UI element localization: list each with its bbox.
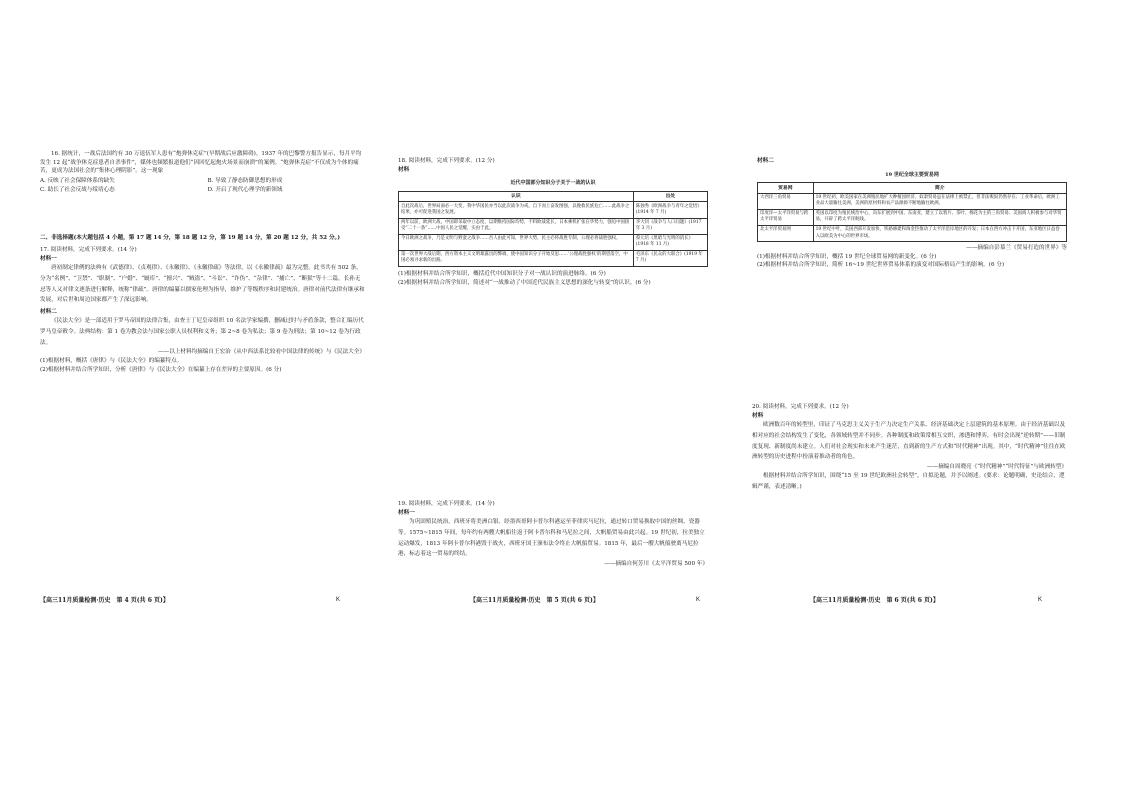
page-4-footer [40, 596, 375, 605]
table-row [758, 193, 1067, 209]
q20-source: ——摘编自周晓亮《“时代精神”“时代特征”与欧洲转型》 [926, 463, 1067, 470]
table-row [399, 234, 708, 250]
page-5-version-code: K [695, 597, 700, 603]
page-6-footer-text: 【高三11月质量检测·历史 第 6 页(共 6 页)】 [810, 597, 939, 604]
question-20 [752, 403, 1067, 493]
q19-material-2 [757, 157, 1067, 270]
q16-option-d[interactable]: D. 开启了现代心理学的新领域 [207, 186, 283, 193]
q17-material-1-text: 唐初制定律例的法典有《武德律》、《贞观律》、《永徽律》、《永徽律疏》等法律，以《永徽律疏》最为完整。此书共有 502 条，分为“名例”、“卫禁”、“职制”、“户婚”、“厩库”、“擅兴”、“贼盗”、“斗讼”、“诈伪”、“杂律”、“捕亡”、“断狱”等十二篇，长孙无忌等人又对律文逐条进行解释，统称“律疏”。唐律的编纂以儒家伦理为指导，维护了等级秩序和封建统治。唐律对前代法律有继承和发展，对后世和周边国家都产生了深远影响。 [40, 265, 365, 304]
q16-option-b[interactable]: B. 导致了静态防御思想的形成 [207, 177, 283, 184]
question-16 [40, 150, 365, 194]
q19-ask-1: (1)根据材料并结合所学知识，概括 19 世纪全球贸易网的新变化。(6 分) [757, 253, 937, 260]
q17-material-2-label: 材料二 [40, 308, 57, 315]
q16-option-c[interactable]: C. 助长了社会反战与绥靖心态 [40, 186, 115, 193]
q19-table-title: 19 世纪全球主要贸易网 [885, 171, 939, 178]
q20-material-text: 欧洲数百年的转型里，印证了马克思主义关于生产力决定生产关系、经济基础决定上层建筑的基本原理。由于经济基础以及相对应的社会结构发生了变化，各领域转型并不同步。各种制度和政策常相互交织，渗透和博弈，有时会出现“逆转期”——旧制度复现、新制度尚未建立。人们对社会现实和未来产生迷茫，直到新的生产方式和“时代精神”出现。其中，“时代精神”往往在欧洲转型的历史进程中扮演着推动者的角色。 [752, 422, 1066, 461]
table-row [399, 250, 708, 266]
q19-source: ——摘编自何芳川《太平洋贸易 500 年》 [604, 560, 708, 567]
q19-material-2-label: 材料二 [757, 158, 774, 164]
q19-material-2-source: ——摘编自彭慕兰《贸易打造的世界》等 [966, 245, 1067, 252]
table-row [758, 209, 1067, 225]
q20-material-label: 材料 [752, 412, 764, 419]
q19-material-1-text: 为巩固殖民统治，西班牙将美洲白银、经墨西哥阿卡普尔科港运至菲律宾马尼拉，通过转口贸易换取中国的丝绸、瓷器等。1575~1815 年间，每年约有两艘大帆船往返于阿卡普尔科和马尼拉之间，大帆船贸易由此兴起。19 世纪初，拉美独立运动爆发，1813 年阿卡普尔科港毁于战火，西班牙国王颁布法令终止大帆船贸易。1815 年，最后一艘大帆船驶离马尼拉港，标志着这一贸易的终结。 [398, 519, 705, 558]
table-cell: 第一次世界大战后期，西方资本主义文明暴露出的弊端，使中国知识分子开始反思……‘公理战胜强权’的期望落空，中国必须寻求新的出路。 [399, 250, 634, 266]
q18-table [398, 191, 708, 267]
q19-ask-2: (2)根据材料并结合所学知识，简析 16~19 世纪世界贸易体系的演变对国际格局产生的影响。(6 分) [757, 262, 1005, 269]
q19-intro: 19. 阅读材料，完成下列要求。(14 分) [398, 501, 495, 507]
exam-page-6 [752, 0, 1087, 793]
q18-ask-2: (2)根据材料并结合所学知识，简述对“一战推动了中国近代民族主义思想的深化与转变”的认识。(6 分) [398, 279, 651, 286]
q16-options [40, 177, 365, 194]
page-6-version-code: K [1037, 597, 1042, 603]
table-header-row [399, 192, 708, 202]
q18-ask-1: (1)根据材料并结合所学知识，概括近代中国知识分子对一战认识的演进脉络。(6 分) [398, 270, 606, 277]
table-header-cell: 贸易网 [758, 183, 814, 193]
question-19 [398, 500, 708, 568]
table-cell: 大西洋三角贸易 [758, 193, 814, 209]
q18-table-title: 近代中国部分知识分子关于一战的认识 [510, 180, 596, 187]
table-header-cell: 简介 [813, 183, 1066, 193]
table-cell: 蔡元培《黑暗与光明的消长》(1918 年 11 月) [633, 234, 707, 250]
table-cell: 英国以印度为殖民统治中心，向东扩展到中国、东南亚，建立了以鸦片、茶叶、棉花为主的三角贸易；美国商人积极参与对华贸易，开辟了跨太平洋航线。 [813, 209, 1066, 225]
q20-ask: 根据材料并结合所学知识，围绕“15 至 19 世纪欧洲社会转型”，自拟论题，并予以阐述。(要求：论题明确，史论结合，逻辑严谨，表述清晰。) [752, 473, 1065, 491]
table-row [399, 218, 708, 234]
q16-stem: 16. 据统计，一战后法国约有 30 万退伍军人患有“炮弹休克症”(早期战后应激障碍)。1937 年的巴黎警方报告显示，每月平均发生 12 起“战争休克症患者自杀事件”，媒体也频繁报道他们“因回忆起炮火场景而崩溃”的案例。“炮弹休克症”不仅成为个体的痛苦，更成为法国社会的“集体心理阴影”。这一现象 [40, 151, 362, 175]
q17-ask-2: (2)根据材料并结合所学知识，分析《唐律》与《民法大全》在编纂上存在差异的主要原因。(6 分) [40, 366, 282, 373]
table-cell: 毛泽东《民众的大联合》(1919 年 7 月) [633, 250, 707, 266]
q17-material-2-text: 《民法大全》是一部适用于罗马帝国的法律合集，由查士丁尼皇帝组织 10 名法学家编撰，删减过时与矛盾条款，整合汇编历代罗马皇帝敕令。法典结构：第 1 卷为教会法与国家公职人员权利和义务；第 2~8 卷为私法；第 9 卷为刑法；第 10~12 卷为行政法。 [40, 318, 364, 346]
table-cell: 陈独秀《欧洲战争与青年之觉悟》(1914 年 7 月) [633, 202, 707, 218]
q20-intro: 20. 阅读材料，完成下列要求。(12 分) [752, 404, 849, 410]
q17-ask-1: (1)根据材料，概括《唐律》与《民法大全》的编纂特点。 [40, 358, 183, 364]
table-header-cell: 认识 [399, 192, 634, 202]
q17-source: ——以上材料均摘编自王宏治《从中西法系比较看中国法律的传统》与《民法大全》 [158, 349, 365, 356]
table-cell: 19 世纪初，欧美国家在美洲殖民地扩大种植园经济，奴隶贸易虽在法律上被禁止，但非法贩奴仍然存在；工业革命后，欧洲工业品大量输往美洲，美洲的原材料和农产品源源不断地输往欧洲。 [813, 193, 1066, 209]
q16-option-a[interactable]: A. 反映了社会保障体系的缺失 [40, 177, 115, 184]
page-6-footer [752, 596, 1087, 605]
q18-material-label: 材料 [398, 166, 410, 173]
page-5-footer [398, 596, 718, 605]
table-cell: 19 世纪中叶，美国西部开发加快，铁路修建和淘金热推动了太平洋沿岸地区的开发；日本在西方冲击下开国，东亚地区日益卷入以欧美为中心的世界市场。 [813, 225, 1066, 241]
question-18 [398, 157, 708, 287]
q17-material-1-label: 材料一 [40, 255, 57, 262]
table-cell: 自此次战后，世界局面必一大变，我中华国民亦当以此次战争为戒，自下而上奋发图强，以挽救民族危亡……此战争之结果，亦可促进我国之发展。 [399, 202, 634, 218]
exam-page-4 [40, 0, 375, 793]
q19-table [757, 182, 1067, 242]
page-4-footer-text: 【高三11月质量检测·历史 第 4 页(共 6 页)】 [40, 597, 169, 604]
table-cell: 两年以前，欧洲大战，中国即采取中立态度，以期维持国际均势，不料欧战延长，日本乘机扩张在华势力，强迫中国接受“二十一条”……中国人民之觉醒，实由于此。 [399, 218, 634, 234]
section-2-heading: 二、非选择题(本大题包括 4 小题，第 17 题 14 分，第 18 题 12 分，第 19 题 14 分，第 20 题 12 分，共 52 分。) [40, 235, 340, 241]
page-4-version-code: K [335, 597, 340, 603]
table-cell: 北太平洋贸易网 [758, 225, 814, 241]
question-17 [40, 246, 365, 374]
table-cell: 李大钊《战争与人口问题》(1917 年 3 月) [633, 218, 707, 234]
q17-intro: 17. 阅读材料，完成下列要求。(14 分) [40, 247, 137, 253]
table-header-cell: 出处 [633, 192, 707, 202]
exam-page-5 [398, 0, 718, 793]
table-cell: 印度洋—太平洋贸易与跨太平洋贸易 [758, 209, 814, 225]
page-5-footer-text: 【高三11月质量检测·历史 第 5 页(共 6 页)】 [470, 597, 599, 604]
q18-intro: 18. 阅读材料，完成下列要求。(12 分) [398, 158, 495, 164]
q19-material-1-label: 材料一 [398, 509, 415, 516]
table-row [758, 225, 1067, 241]
table-header-row [758, 183, 1067, 193]
table-cell: 今日欧洲之战争，乃是文明与野蛮之战争……吾人由此可知，世界大势，民主必将战胜专制，公理必将战胜强权。 [399, 234, 634, 250]
table-row [399, 202, 708, 218]
